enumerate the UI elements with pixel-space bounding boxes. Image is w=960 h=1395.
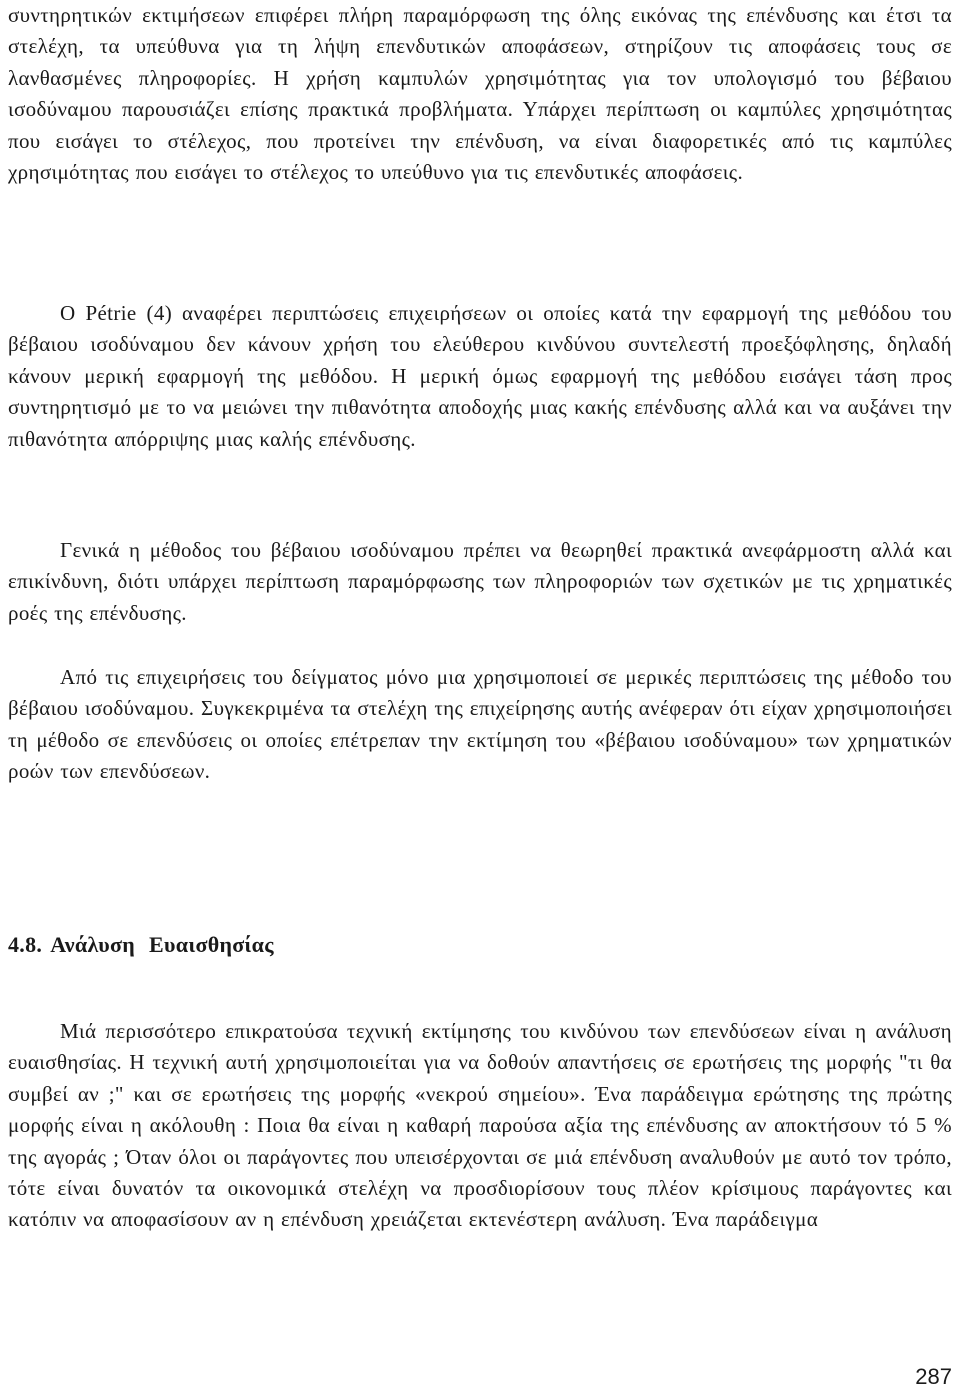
document-page (8, 0, 952, 1395)
page-number: 287 (915, 1364, 952, 1389)
paragraph-4-text: Από τις επιχειρήσεις του δείγματος μόνο μια χρησιμοποιεί σε μερικές περιπτώσεις της μέθοδο του βέβαιου ισοδύναμου. Συγκεκριμένα τα στελέχη της επιχείρησης αυτής ανέφεραν ότι είχαν χρησιμοποιήσει τη μέθοδο σε επενδύσεις οι οποίες επέτρεπαν την εκτίμηση του «βέβαιου ισοδύναμου» των χρηματικών ροών των επενδύσεων. (8, 665, 952, 784)
paragraph-2-text: Ο Pétrie (4) αναφέρει περιπτώσεις επιχειρήσεων οι οποίες κατά την εφαρμογή της μεθόδου του βέβαιου ισοδύναμου δεν κάνουν χρήση του ελεύθερου κινδύνου συντελεστή προεξόφλησης, δηλαδή κάνουν μερική εφαρμογή της μεθόδου. Η μερική όμως εφαρμογή της μεθόδου εισάγει τάση προς συντηρητισμό με το να μειώνει την πιθανότητα αποδοχής μιας κακής επένδυσης αλλά και να αυξάνει την πιθανότητα απόρριψης μιας καλής επένδυσης. (8, 301, 952, 451)
body-paragraph-3 (8, 535, 952, 629)
section-heading (8, 932, 274, 958)
body-paragraph-1 (8, 0, 952, 188)
paragraph-1-text: συντηρητικών εκτιμήσεων επιφέρει πλήρη παραμόρφωση της όλης εικόνας της επένδυσης και έτσι τα στελέχη, τα υπεύθυνα για τη λήψη επενδυτικών αποφάσεων, στηρίζουν τις αποφάσεις τους σε λανθασμένες πληροφορίες. Η χρήση καμπυλών χρησιμότητας για τον υπολογισμό του βέβαιου ισοδύναμου παρουσιάζει επίσης πρακτικά προβλήματα. Υπάρχει περίπτωση οι καμπύλες χρησιμότητας που εισάγει το στέλεχος, που προτείνει την επένδυση, να είναι διαφορετικές από τις καμπύλες χρησιμότητας που εισάγει το στέλεχος το υπεύθυνο για τις επενδυτικές αποφάσεις. (8, 3, 952, 185)
body-paragraph-5 (8, 1016, 952, 1236)
section-title-word-2: Ευαισθησίας (149, 932, 274, 957)
body-paragraph-2 (8, 298, 952, 455)
section-number: 4.8. (8, 932, 43, 957)
section-title-word-1: Ανάλυση (50, 932, 136, 957)
paragraph-3-text: Γενικά η μέθοδος του βέβαιου ισοδύναμου πρέπει να θεωρηθεί πρακτικά ανεφάρμοστη αλλά και επικίνδυνη, διότι υπάρχει περίπτωση παραμόρφωσης των πληροφοριών των σχετικών με τις χρηματικές ροές της επένδυσης. (8, 538, 952, 625)
paragraph-5-text: Μιά περισσότερο επικρατούσα τεχνική εκτίμησης του κινδύνου των επενδύσεων είναι η ανάλυση ευαισθησίας. Η τεχνική αυτή χρησιμοποιείται για να δοθούν απαντήσεις σε ερωτήσεις της μορφής "τι θα συμβεί αν ;" και σε ερωτήσεις της μορφής «νεκρού σημείου». Ένα παράδειγμα ερώτησης της πρώτης μορφής είναι η ακόλουθη : Ποια θα είναι η καθαρή παρούσα αξία της επένδυσης αν αποκτήσουν τό 5 % της αγοράς ; Όταν όλοι οι παράγοντες που υπεισέρχονται σε μιά επένδυση αναλυθούν με αυτό τον τρόπο, τότε είναι δυνατόν τα οικονομικά στελέχη να προσδιορίσουν τους πλέον κρίσιμους παράγοντες και κατόπιν να αποφασίσουν αν η επένδυση χρειάζεται εκτενέστερη ανάλυση. Ένα παράδειγμα (8, 1019, 952, 1232)
body-paragraph-4 (8, 662, 952, 788)
